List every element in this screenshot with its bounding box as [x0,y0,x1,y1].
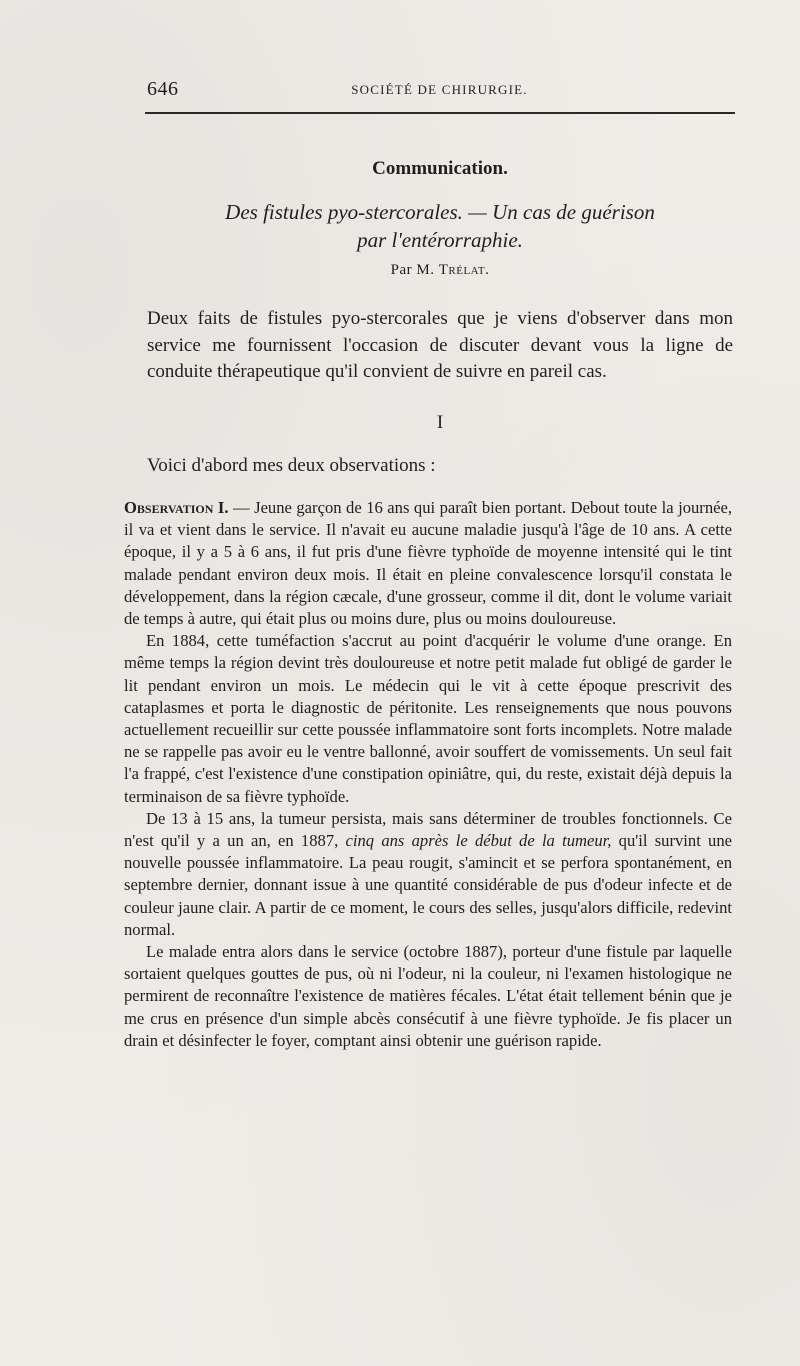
p3-start: De 13 à 15 ans, la tumeur persista, mais sans déterminer de troubles fonctionnels. Ce n'est qu'il y a un an, en 1887, [124,808,732,851]
observation-body [124,497,732,1052]
observation-paragraph-1 [124,497,732,630]
author-line [145,262,735,279]
p3-end: qu'il survint une nouvelle poussée inflammatoire. La peau rougit, s'amincit et se perfora spontanément, en septembre dernier, donnant issue à une quantité considérable de pus d'odeur infecte et de couleur jaune clair. A partir de ce moment, le cours des selles, jusqu'alors difficile, redevint normal. [124,831,732,939]
observation-p1-text: — Jeune garçon de 16 ans qui paraît bien portant. Debout toute la journée, il va et vient dans le service. Il n'avait eu aucune maladie jusqu'à l'âge de 10 ans. A cette époque, il y a 5 à 6 ans, il fut pris d'une fièvre typhoïde de moyenne intensité qui le tint malade pendant environ deux mois. Il était en pleine convalescence lorsqu'il constata le développement, dans la région cæcale, d'une grosseur, comme il dit, dont le volume variait de temps à autre, qui était plus ou moins dure, plus ou moins douloureuse. [124,498,732,629]
section-number: I [436,412,444,433]
observations-intro: Voici d'abord mes deux observations : [147,455,436,476]
intro-paragraph: Deux faits de fistules pyo-stercorales que je viens d'observer dans mon service me fournissent l'occasion de discuter devant vous la ligne de conduite thérapeutique qu'il convient de suivre en pareil cas. [147,308,733,382]
p3-italic: cinq ans après le début de la tumeur, [345,831,612,851]
header-rule [145,112,735,114]
article-title [145,198,735,254]
page-header [147,78,732,102]
section-title: Communication. [372,158,508,179]
observation-paragraph-3 [124,808,732,941]
author-name: Trélat. [438,262,490,278]
page-number: 646 [147,78,179,100]
article-title-line-1: Des fistules pyo-stercorales. — Un cas de guérison [225,200,655,224]
observation-paragraph-4: Le malade entra alors dans le service (octobre 1887), porteur d'une fistule par laquelle sortaient quelques gouttes de pus, où ni l'odeur, ni la couleur, ni l'examen histologique ne permirent de reconnaître l'existence de matières fécales. L'état était tellement bénin que je me crus en présence d'un simple abcès consécutif à une fièvre typhoïde. Je fis placer un drain et désinfecter le foyer, comptant ainsi obtenir une guérison rapide. [124,942,732,1050]
running-head: SOCIÉTÉ DE CHIRURGIE. [351,82,528,97]
article-title-line-2: par l'entérorraphie. [357,228,523,252]
author-prefix: Par M. [390,262,435,278]
observation-label: Observation I. [124,498,229,517]
observation-paragraph-2: En 1884, cette tuméfaction s'accrut au point d'acquérir le volume d'une orange. En même temps la région devint très douloureuse et notre petit malade fut obligé de garder le lit pendant environ un mois. Le médecin qui le vit à cette époque prescrivit des cataplasmes et porta le diagnostic de péritonite. Les renseignements que nous pouvons actuellement recueillir sur cette poussée inflammatoire sont forts incomplets. Notre malade ne se rappelle pas avoir eu le ventre ballonné, avoir souffert de vomissements. Un seul fait l'a frappé, c'est l'existence d'une constipation opiniâtre, qui, du reste, existait déjà depuis la terminaison de sa fièvre typhoïde. [124,631,732,806]
